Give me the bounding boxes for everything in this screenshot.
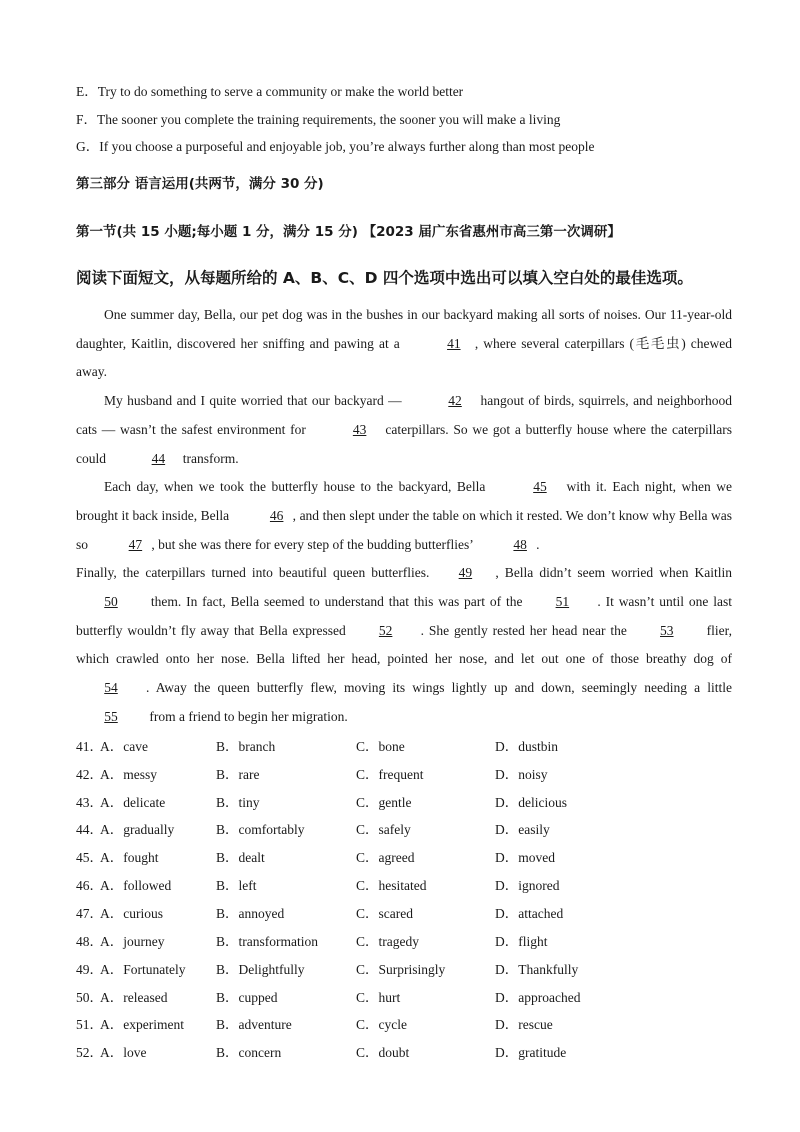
option-d: D．flight: [495, 934, 548, 949]
option-c: C．scared: [356, 906, 413, 921]
blank-43: 43: [352, 421, 367, 437]
option-c: C．gentle: [356, 795, 412, 810]
option-d: D．easily: [495, 822, 550, 837]
question-number: 43．: [76, 795, 103, 810]
passage-text: them. In fact, Bella seemed to understand that this was part of the: [146, 594, 528, 610]
instruction: 阅读下面短文，从每题所给的 A、B、C、D 四个选项中选出可以填入空白处的最佳选项。: [76, 269, 693, 287]
blank-55: 55: [104, 708, 118, 724]
passage-text: .: [536, 536, 540, 552]
option-d: D．Thankfully: [495, 962, 579, 977]
option-b: B．Delightfully: [216, 962, 305, 977]
option-e: E．Try to do something to serve a community or make the world better: [76, 84, 464, 99]
option-c: C．agreed: [356, 850, 415, 865]
passage-text: transform.: [179, 450, 239, 466]
blank-50: 50: [104, 594, 118, 610]
option-b: B．branch: [216, 739, 276, 754]
option-c: C．Surprisingly: [356, 962, 446, 977]
blank-54: 54: [104, 680, 118, 696]
passage-text: from a friend to begin her migration.: [146, 708, 348, 724]
passage-text: flier, which crawled onto her nose. Bella lifted her head, pointed her nose, and let out one of those breathy dog of: [76, 622, 732, 667]
option-b: B．rare: [216, 767, 260, 782]
question-number: 45．: [76, 850, 103, 865]
option-c: C．bone: [356, 739, 405, 754]
option-d: D．noisy: [495, 767, 548, 782]
option-a: A．cave: [100, 739, 148, 754]
option-a: A．Fortunately: [100, 962, 186, 977]
blank-47: 47: [128, 536, 143, 552]
blank-51: 51: [555, 594, 570, 610]
blank-49: 49: [458, 565, 473, 581]
question-number: 48．: [76, 934, 103, 949]
option-d: D．moved: [495, 850, 555, 865]
option-a: A．love: [100, 1045, 147, 1060]
passage-text: . It wasn’t until one last butterfly wouldn’t fly away that Bella expressed: [76, 594, 732, 638]
passage-text: One summer day, Bella, our pet dog was in the bushes in our backyard making all sorts of noises. Our 11-year-old daughter, Kaitlin, discovered her sniffing and pawing at a: [76, 307, 732, 351]
passage-text: Finally, the caterpillars turned into beautiful queen butterflies.: [76, 565, 436, 581]
passage-text: , Bella didn’t seem worried when Kaitlin: [495, 565, 732, 581]
passage-text: . She gently rested her head near the: [420, 622, 632, 638]
option-a: A．messy: [100, 767, 157, 782]
passage-text: Each day, when we took the butterfly house to the backyard, Bella: [104, 479, 491, 495]
option-b: B．dealt: [216, 850, 265, 865]
option-d: D．approached: [495, 990, 581, 1005]
blank-48: 48: [513, 536, 527, 552]
option-d: D．gratitude: [495, 1045, 567, 1060]
section-title: 第三部分 语言运用(共两节，满分 30 分): [76, 176, 324, 192]
option-c: C．hurt: [356, 990, 401, 1005]
option-c: C．safely: [356, 822, 411, 837]
blank-44: 44: [151, 450, 166, 466]
question-number: 42．: [76, 767, 103, 782]
blank-45: 45: [533, 479, 547, 495]
option-b: B．tiny: [216, 795, 260, 810]
blank-46: 46: [269, 507, 284, 523]
option-c: C．doubt: [356, 1045, 410, 1060]
passage-text: , and then slept under the table on which it rested. We don’t know why Bella was so: [76, 507, 732, 552]
cloze-passage: [76, 301, 732, 732]
option-a: A．journey: [100, 934, 165, 949]
option-a: A．gradually: [100, 822, 175, 837]
option-a: A．experiment: [100, 1017, 184, 1032]
paragraph-4: [76, 559, 732, 731]
option-d: D．attached: [495, 906, 564, 921]
option-a: A．fought: [100, 850, 159, 865]
question-number: 41．: [76, 739, 103, 754]
option-c: C．cycle: [356, 1017, 407, 1032]
option-a: A．delicate: [100, 795, 166, 810]
passage-text: . Away the queen butterfly flew, moving its wings lightly up and down, seemingly needing a little: [146, 680, 732, 696]
blank-41: 41: [447, 335, 461, 351]
option-g: G．If you choose a purposeful and enjoyable job, you’re always further along than most people: [76, 139, 595, 154]
option-a: A．released: [100, 990, 168, 1005]
blank-53: 53: [660, 622, 674, 638]
option-b: B．left: [216, 878, 257, 893]
passage-text: caterpillars. So we got a butterfly house where the caterpillars could: [76, 421, 732, 466]
paragraph-3: [76, 473, 732, 559]
option-d: D．ignored: [495, 878, 560, 893]
option-b: B．annoyed: [216, 906, 285, 921]
question-number: 51．: [76, 1017, 103, 1032]
question-number: 46．: [76, 878, 103, 893]
subsection-title: 第一节(共 15 小题;每小题 1 分，满分 15 分) 【2023 届广东省惠州市高三第一次调研】: [76, 224, 621, 240]
option-b: B．cupped: [216, 990, 278, 1005]
option-b: B．adventure: [216, 1017, 292, 1032]
option-a: A．curious: [100, 906, 163, 921]
option-c: C．tragedy: [356, 934, 419, 949]
question-number: 47．: [76, 906, 103, 921]
question-number: 49．: [76, 962, 103, 977]
passage-text: , but she was there for every step of the budding butterflies’: [151, 536, 477, 552]
question-number: 52．: [76, 1045, 103, 1060]
option-d: D．dustbin: [495, 739, 559, 754]
question-number: 44．: [76, 822, 103, 837]
option-b: B．concern: [216, 1045, 282, 1060]
passage-text: hangout of birds, squirrels, and neighborhood cats — wasn’t the safest environment for: [76, 393, 732, 437]
option-b: B．comfortably: [216, 822, 305, 837]
option-b: B．transformation: [216, 934, 318, 949]
passage-text: My husband and I quite worried that our backyard —: [104, 393, 407, 409]
option-f: F．The sooner you complete the training requirements, the sooner you will make a living: [76, 112, 561, 127]
option-c: C．hesitated: [356, 878, 427, 893]
paragraph-2: [76, 387, 732, 473]
option-d: D．delicious: [495, 795, 567, 810]
option-a: A．followed: [100, 878, 172, 893]
passage-text: with it. Each night, when we brought it back inside, Bella: [76, 479, 732, 523]
question-number: 50．: [76, 990, 103, 1005]
blank-52: 52: [378, 622, 393, 638]
option-d: D．rescue: [495, 1017, 553, 1032]
passage-text: , where several caterpillars (毛毛虫) chewed away.: [76, 335, 733, 380]
option-c: C．frequent: [356, 767, 424, 782]
blank-42: 42: [448, 393, 462, 409]
paragraph-1: [76, 301, 732, 387]
